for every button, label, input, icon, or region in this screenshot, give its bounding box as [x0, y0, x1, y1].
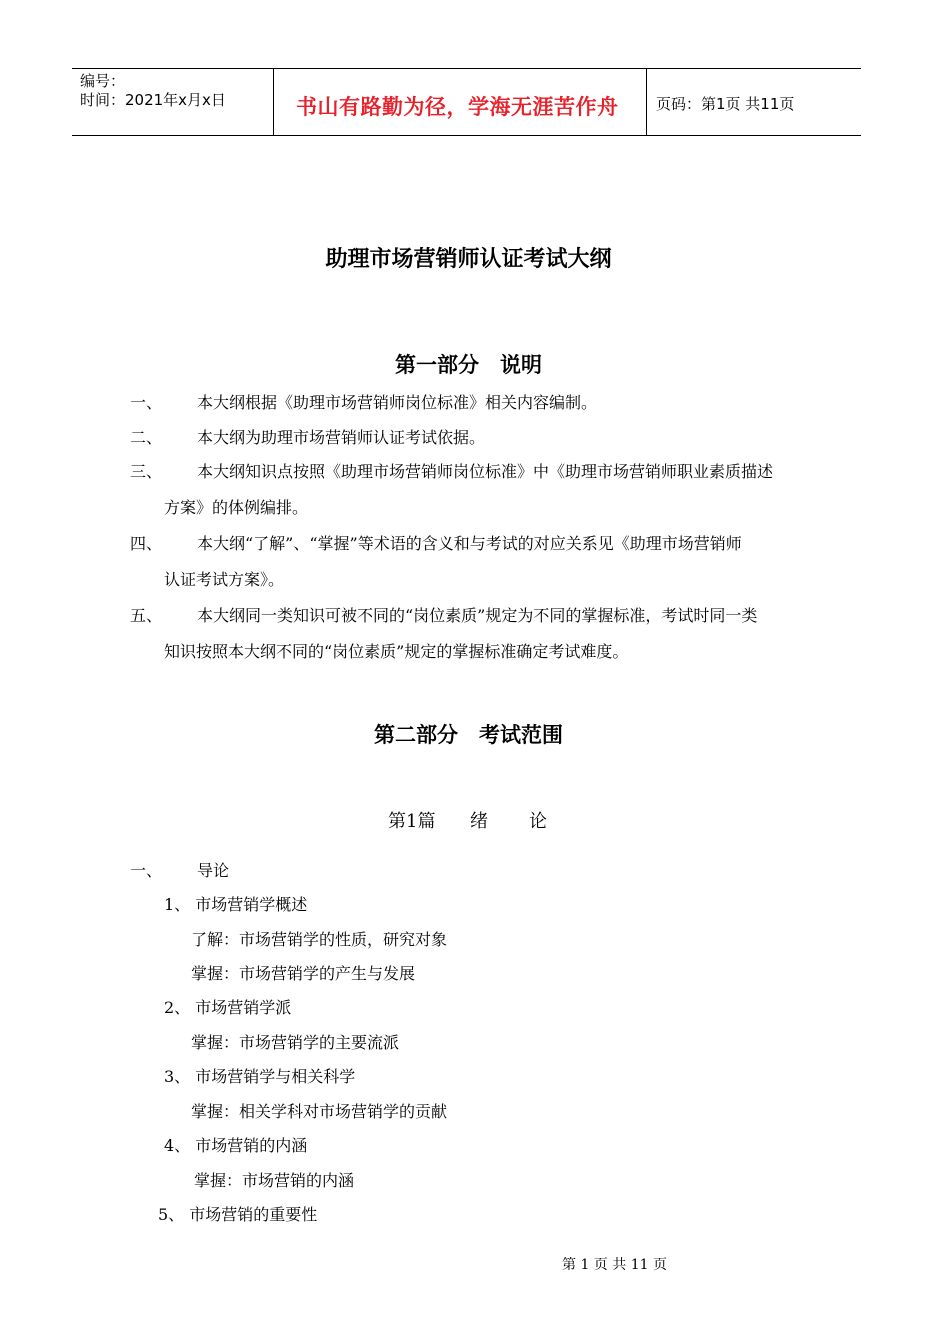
outline-requirement: 掌握：相关学科对市场营销学的贡献 [191, 1102, 448, 1121]
header-divider-right [646, 69, 647, 136]
header-divider-left [273, 69, 274, 136]
section-number: 一、 [130, 861, 163, 880]
header-motto: 书山有路勤为径，学海无涯苦作舟 [296, 95, 619, 119]
part2-heading: 第二部分 考试范围 [374, 723, 563, 747]
header-bottom-rule [72, 135, 861, 136]
header-page-label: 页码：第1页 共11页 [656, 95, 795, 113]
chapter-title-char: 绪 [470, 811, 488, 832]
outline-topic: 2、 市场营销学派 [164, 998, 292, 1017]
part1-item-text-cont: 认证考试方案》。 [164, 570, 285, 589]
part1-item-num: 四、 [130, 534, 163, 553]
chapter-title-char: 论 [529, 811, 547, 832]
part1-item-num: 一、 [130, 393, 163, 412]
header-time-label: 时间：2021年x月x日 [80, 91, 226, 109]
section-title: 导论 [197, 861, 230, 880]
outline-topic: 5、 市场营销的重要性 [158, 1205, 318, 1224]
outline-requirement: 掌握：市场营销的内涵 [194, 1171, 355, 1190]
header-top-rule [72, 68, 861, 69]
outline-topic: 1、 市场营销学概述 [164, 895, 308, 914]
part1-item-text: 本大纲知识点按照《助理市场营销师岗位标准》中《助理市场营销师职业素质描述 [197, 462, 774, 481]
outline-topic: 4、 市场营销的内涵 [164, 1136, 308, 1155]
outline-requirement: 了解：市场营销学的性质，研究对象 [191, 930, 448, 949]
part1-item-text: 本大纲“了解”、“掌握”等术语的含义和与考试的对应关系见《助理市场营销师 [197, 534, 742, 553]
part1-item-num: 五、 [130, 606, 163, 625]
part1-item-text-cont: 知识按照本大纲不同的“岗位素质”规定的掌握标准确定考试难度。 [164, 642, 629, 661]
outline-topic: 3、 市场营销学与相关科学 [164, 1067, 356, 1086]
part1-item-num: 三、 [130, 462, 163, 481]
part1-item-text-cont: 方案》的体例编排。 [164, 498, 309, 517]
document-title: 助理市场营销师认证考试大纲 [325, 247, 612, 272]
part1-item-text: 本大纲为助理市场营销师认证考试依据。 [197, 428, 486, 447]
header-number-label: 编号： [80, 72, 126, 90]
part1-item-text: 本大纲根据《助理市场营销师岗位标准》相关内容编制。 [197, 393, 598, 412]
part1-item-num: 二、 [130, 428, 163, 447]
page-footer: 第 1 页 共 11 页 [562, 1257, 667, 1273]
part1-heading: 第一部分 说明 [395, 353, 542, 377]
chapter-number: 第1篇 [388, 811, 436, 832]
outline-requirement: 掌握：市场营销学的主要流派 [191, 1033, 400, 1052]
part1-item-text: 本大纲同一类知识可被不同的“岗位素质”规定为不同的掌握标准，考试时同一类 [197, 606, 758, 625]
outline-requirement: 掌握：市场营销学的产生与发展 [191, 964, 416, 983]
